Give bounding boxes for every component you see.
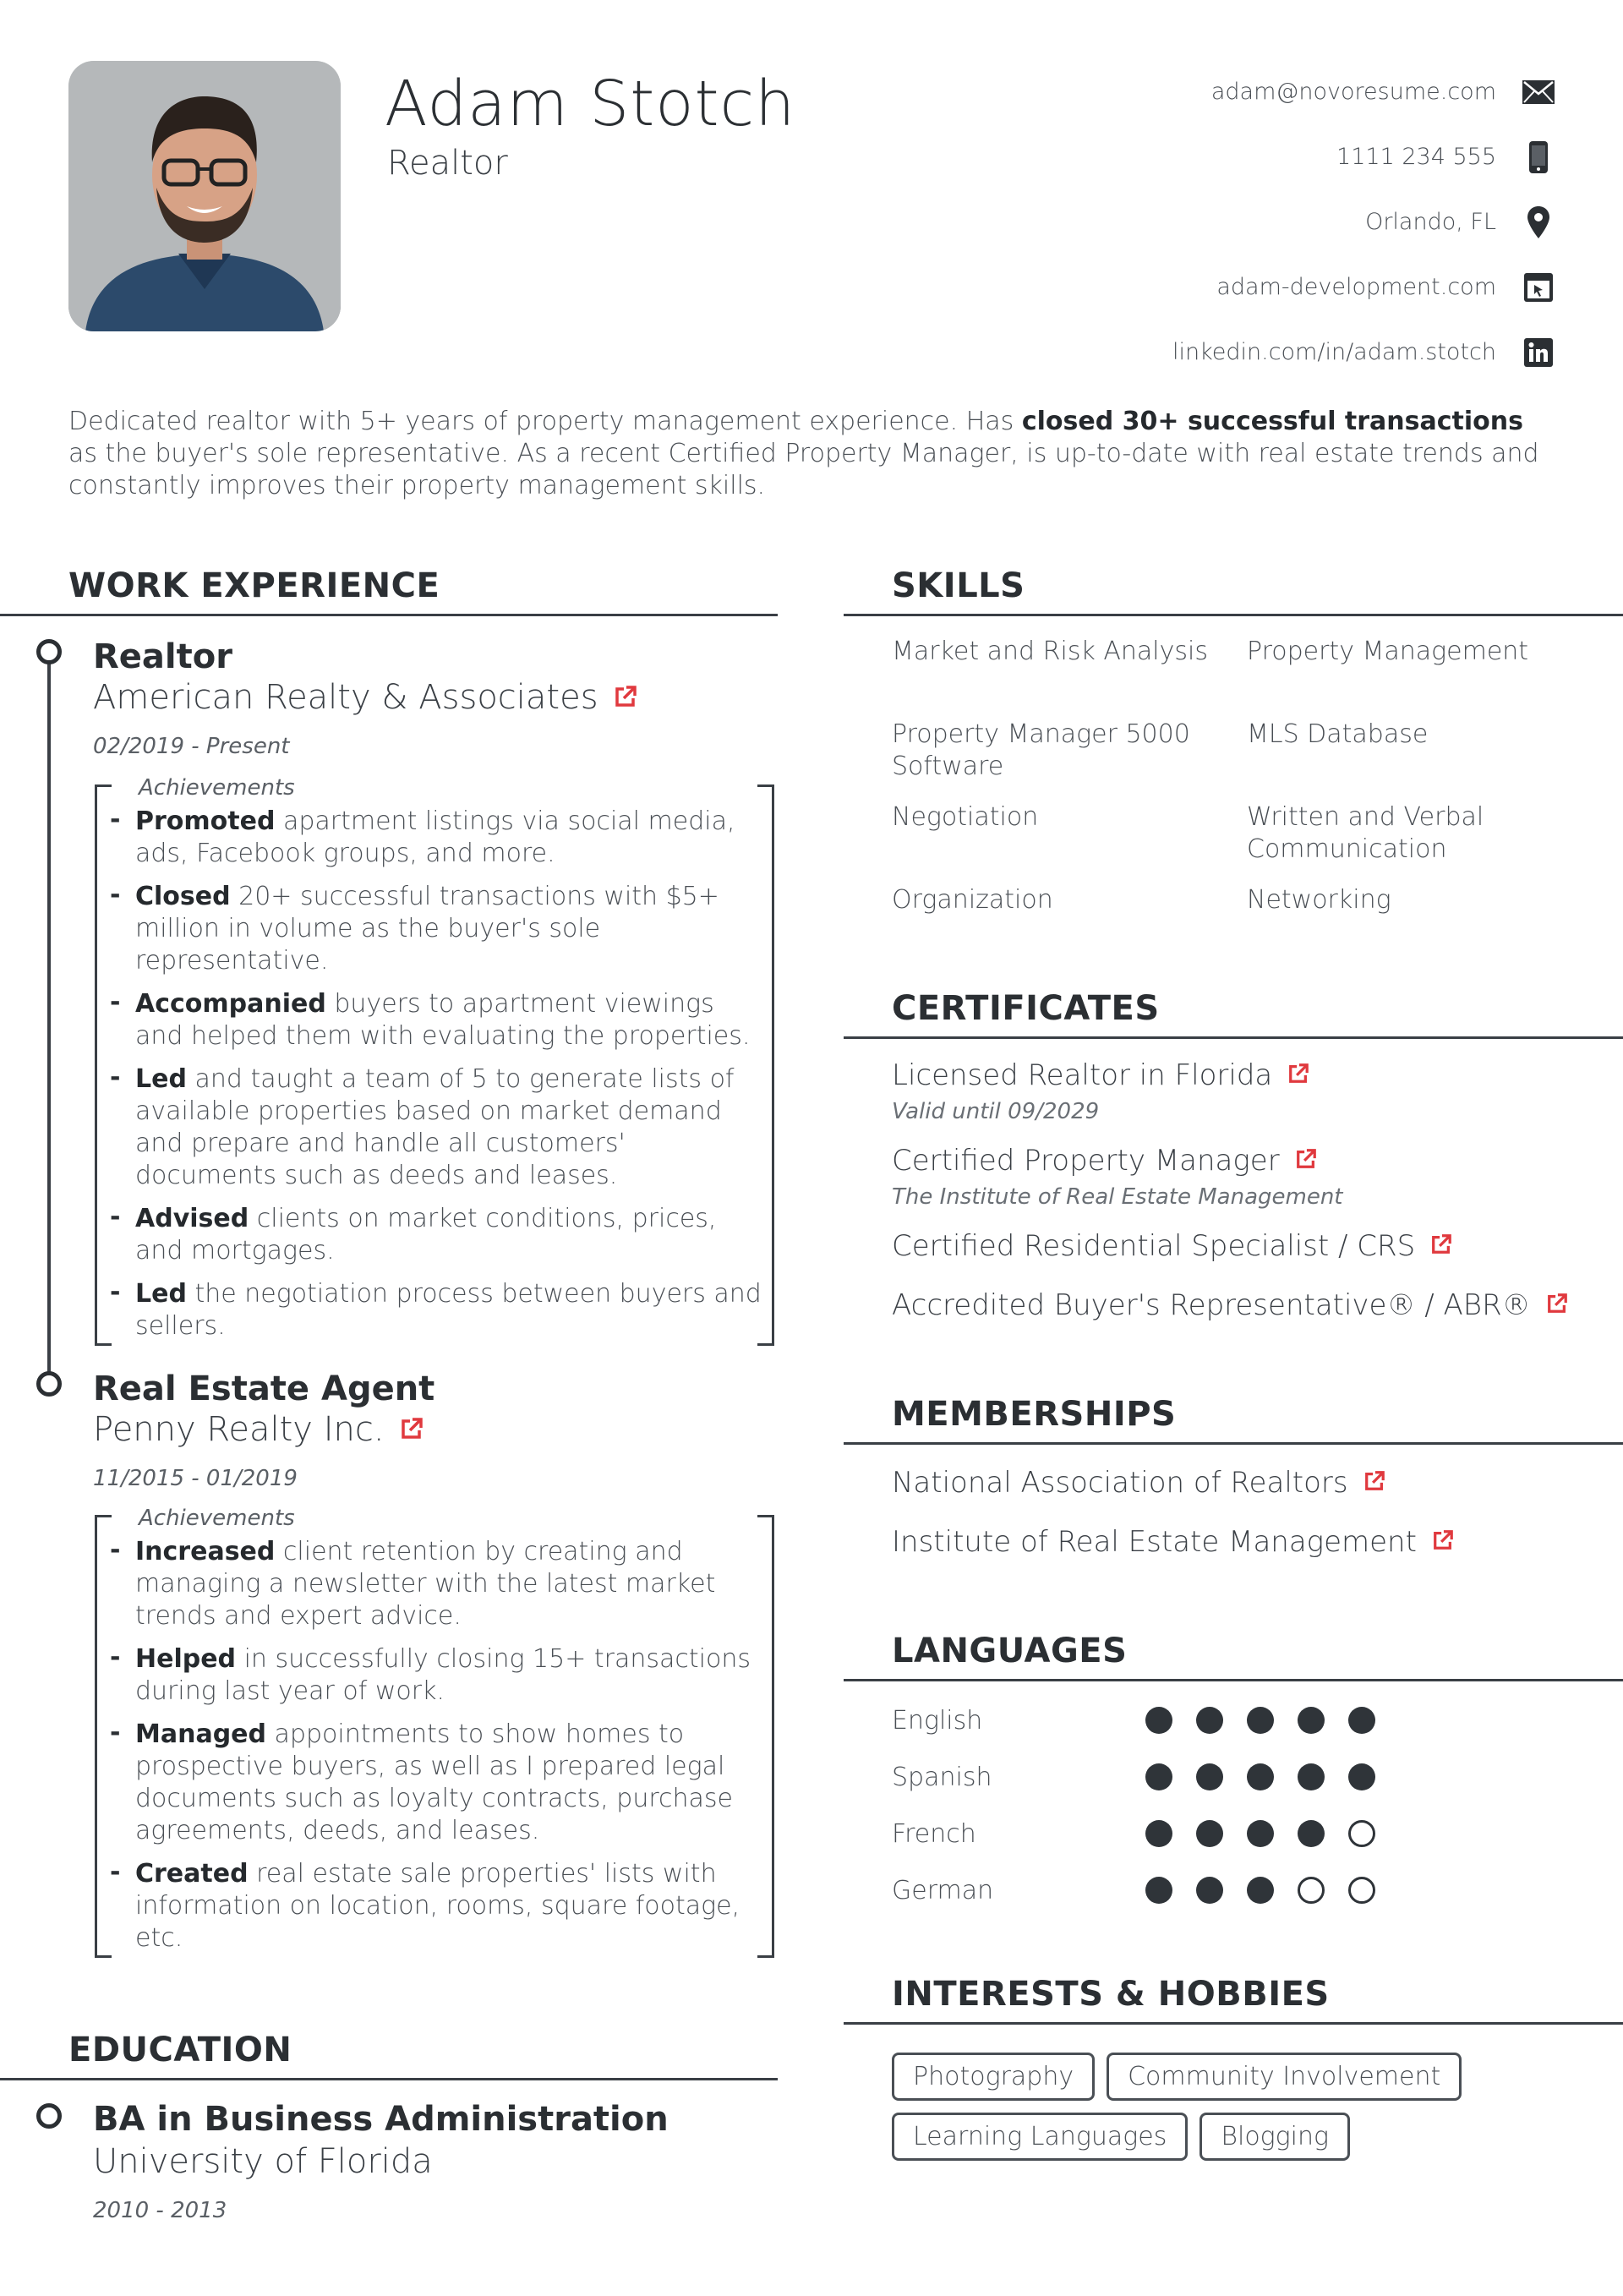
memberships-rule [844,1442,1623,1445]
level-dot-filled [1196,1763,1223,1790]
level-dot-empty [1348,1820,1375,1847]
work-experience-heading: WORK EXPERIENCE [68,566,440,605]
job-title: Real Estate Agent [93,1369,435,1408]
external-link-icon[interactable] [614,678,637,717]
memberships-heading: MEMBERSHIPS [892,1395,1177,1434]
contact-website[interactable] [913,254,1555,320]
timeline-node-education [36,2103,62,2129]
achievement-item [110,1719,769,1847]
summary-highlight: closed 30+ successful transactions [1021,407,1523,436]
achievement-item [110,1858,769,1954]
achievement-text: and taught a team of 5 to generate lists of available properties based on market demand and prepare and handle all customers' documents such as deeds and leases. [135,1064,735,1190]
language-name: French [892,1818,976,1849]
achievement-verb: Advised [135,1204,249,1233]
job-company[interactable] [93,1410,424,1449]
interest-tag: Community Involvement [1107,2053,1462,2101]
contact-list [913,59,1555,385]
achievement-verb: Led [135,1279,187,1309]
achievement-item [110,1203,769,1267]
membership-name[interactable]: National Association of Realtors [892,1466,1348,1500]
level-dot-empty [1298,1877,1325,1904]
external-link-icon[interactable] [400,1410,424,1449]
achievements-list [110,1536,769,1965]
achievement-text: in successfully closing 15+ transactions during last year of work. [135,1644,751,1706]
external-link-icon[interactable] [1546,1288,1568,1322]
level-dot-filled [1247,1763,1274,1790]
language-level-dots [1145,1707,1399,1734]
language-row [892,1869,1399,1911]
level-dot-filled [1348,1763,1375,1790]
skill-item: MLS Database [1247,719,1429,749]
education-dates: 2010 - 2013 [93,2198,227,2223]
language-row [892,1812,1399,1855]
job-dates: 11/2015 - 01/2019 [93,1466,298,1491]
achievements-box [95,775,774,1346]
certificate-item[interactable] [892,1229,1452,1263]
timeline-node-job-2 [36,1371,62,1397]
interests-heading: INTERESTS & HOBBIES [892,1975,1330,2014]
linkedin-icon [1522,336,1555,369]
contact-location [913,189,1555,254]
job-company-name[interactable]: American Realty & Associates [93,678,598,717]
timeline-node-job-1 [36,639,62,664]
level-dot-filled [1298,1707,1325,1734]
achievement-text: real estate sale properties' lists with information on location, rooms, square footage, etc. [135,1859,740,1953]
job-company[interactable] [93,678,637,717]
skill-item: Written and Verbal Communication [1247,802,1484,864]
education-degree: BA in Business Administration [93,2100,669,2139]
external-link-icon[interactable] [1430,1229,1452,1263]
language-level-dots [1145,1820,1399,1847]
skills-grid [892,636,1551,950]
achievement-verb: Managed [135,1719,266,1749]
education-school-name: University of Florida [93,2142,433,2181]
certificate-name[interactable]: Accredited Buyer's Representative® / ABR® [892,1288,1531,1322]
interest-tag: Blogging [1199,2113,1350,2161]
skill-item: Property Manager 5000 Software [892,719,1190,781]
level-dot-filled [1196,1707,1223,1734]
certificate-subtitle: Valid until 09/2029 [892,1099,1100,1124]
achievement-item [110,881,769,977]
achievement-item [110,988,769,1052]
contact-email-text[interactable]: adam@novoresume.com [1210,79,1496,105]
achievement-verb: Accompanied [135,989,326,1019]
achievements-label: Achievements [135,775,298,801]
external-link-icon[interactable] [1363,1466,1385,1500]
achievement-item [110,1278,769,1342]
job-company-name[interactable]: Penny Realty Inc. [93,1410,385,1449]
education-rule [0,2078,778,2080]
language-name: English [892,1705,983,1736]
skill-item: Organization [892,885,1053,915]
level-dot-filled [1196,1877,1223,1904]
membership-item[interactable] [892,1466,1385,1500]
level-dot-filled [1247,1707,1274,1734]
candidate-name: Adam Stotch [385,68,796,140]
achievement-verb: Led [135,1064,187,1094]
languages-heading: LANGUAGES [892,1632,1128,1670]
certificate-subtitle: The Institute of Real Estate Management [892,1184,1343,1210]
contact-location-text: Orlando, FL [1365,209,1496,235]
skill-item: Networking [1247,885,1391,915]
certificate-item[interactable] [892,1058,1309,1092]
summary-text-end: as the buyer's sole representative. As a recent Certified Property Manager, is up-to-date with real estate trends and constantly improves their property management skills. [68,439,1539,500]
contact-phone-text[interactable]: 1111 234 555 [1336,144,1496,170]
achievement-verb: Helped [135,1644,237,1674]
membership-name[interactable]: Institute of Real Estate Management [892,1525,1417,1559]
contact-website-text[interactable]: adam-development.com [1216,274,1496,300]
interest-tag: Photography [892,2053,1095,2101]
education-school [93,2142,433,2181]
contact-linkedin[interactable] [913,320,1555,385]
skill-item: Market and Risk Analysis [892,637,1208,666]
achievements-list [110,806,769,1353]
skills-heading: SKILLS [892,566,1025,605]
candidate-role: Realtor [387,144,508,183]
achievement-item [110,806,769,870]
achievement-text: client retention by creating and managing a newsletter with the latest market trends and expert advice. [135,1537,716,1631]
level-dot-filled [1247,1820,1274,1847]
language-row [892,1756,1399,1798]
language-name: Spanish [892,1762,992,1792]
education-heading: EDUCATION [68,2031,292,2069]
summary-text-start: Dedicated realtor with 5+ years of property management experience. Has [68,407,1022,436]
achievement-verb: Created [135,1859,249,1889]
level-dot-filled [1145,1820,1172,1847]
achievement-item [110,1536,769,1632]
skill-item: Negotiation [892,802,1039,832]
certificate-name[interactable]: Certified Residential Specialist / CRS [892,1229,1416,1263]
skill-item: Property Management [1247,637,1529,666]
achievement-text: clients on market conditions, prices, and mortgages. [135,1204,717,1266]
level-dot-filled [1196,1820,1223,1847]
achievement-verb: Promoted [135,806,276,836]
level-dot-filled [1348,1707,1375,1734]
level-dot-filled [1247,1877,1274,1904]
contact-phone[interactable] [913,124,1555,189]
skills-rule [844,614,1623,616]
certificate-name[interactable]: Licensed Realtor in Florida [892,1058,1273,1092]
envelope-icon [1522,75,1555,109]
level-dot-filled [1145,1707,1172,1734]
language-row [892,1699,1399,1741]
location-pin-icon [1522,205,1555,239]
certificate-name[interactable]: Certified Property Manager [892,1144,1280,1178]
timeline-line [47,653,51,1380]
interest-tag: Learning Languages [892,2113,1188,2161]
achievements-label: Achievements [135,1506,298,1531]
achievement-verb: Closed [135,882,231,911]
external-link-icon[interactable] [1287,1058,1309,1092]
certificates-rule [844,1036,1623,1039]
achievement-item [110,1063,769,1192]
interests-rule [844,2022,1623,2025]
level-dot-filled [1298,1820,1325,1847]
level-dot-filled [1145,1763,1172,1790]
job-title: Realtor [93,637,232,676]
achievement-text: buyers to apartment viewings and helped them with evaluating the properties. [135,989,751,1051]
achievement-text: the negotiation process between buyers and sellers. [135,1279,762,1341]
certificates-heading: CERTIFICATES [892,989,1160,1028]
interests-tags [892,2053,1551,2161]
achievement-text: apartment listings via social media, ads, Facebook groups, and more. [135,806,735,868]
achievements-box [95,1506,774,1958]
website-icon [1522,271,1555,304]
level-dot-empty [1348,1877,1375,1904]
language-level-dots [1145,1877,1399,1904]
achievement-text: 20+ successful transactions with $5+ million in volume as the buyer's sole representative. [135,882,719,976]
contact-email[interactable] [913,59,1555,124]
language-level-dots [1145,1763,1399,1790]
profile-summary [68,406,1556,502]
languages-rule [844,1679,1623,1681]
work-experience-rule [0,614,778,616]
profile-photo [68,61,341,331]
level-dot-filled [1145,1877,1172,1904]
contact-linkedin-text[interactable]: linkedin.com/in/adam.stotch [1172,339,1496,365]
achievement-verb: Increased [135,1537,276,1566]
certificate-item[interactable] [892,1144,1317,1178]
level-dot-filled [1298,1763,1325,1790]
external-link-icon[interactable] [1432,1525,1454,1559]
achievement-item [110,1643,769,1708]
certificate-item[interactable] [892,1288,1568,1322]
membership-item[interactable] [892,1525,1454,1559]
phone-icon [1522,140,1555,174]
job-dates: 02/2019 - Present [93,734,290,759]
external-link-icon[interactable] [1295,1144,1317,1178]
achievement-text: appointments to show homes to prospective buyers, as well as I prepared legal documents such as loyalty contracts, purchase agreements, deeds, and leases. [135,1719,733,1845]
language-name: German [892,1875,994,1905]
profile-photo-illustration [68,61,341,331]
